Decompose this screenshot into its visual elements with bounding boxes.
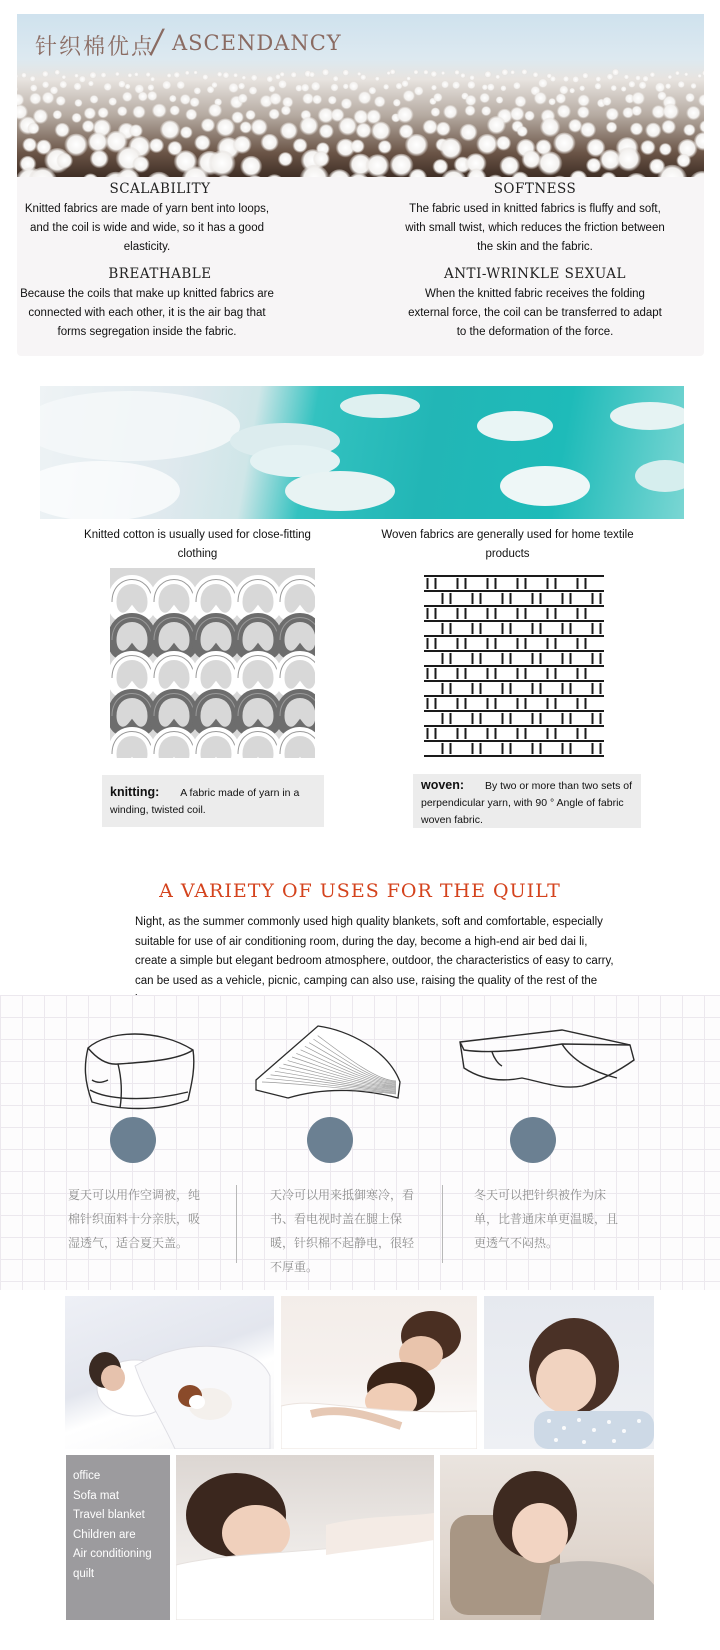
photo-woman-with-dog bbox=[65, 1296, 274, 1449]
winter-use-text: 冬天可以把针织被作为床单，比普通床单更温暖，且更透气不闷热。 bbox=[474, 1188, 619, 1250]
banner-title-slash: / bbox=[148, 22, 167, 60]
woven-definition-text: By two or more than two sets of perpendicular yarn, with 90 ° Angle of fabric woven fabric. bbox=[421, 780, 633, 826]
knitting-definition bbox=[102, 775, 324, 827]
photo-woman-on-sofa bbox=[440, 1455, 654, 1620]
scenario-children: Children are bbox=[73, 1528, 136, 1541]
scenario-quilt: quilt bbox=[73, 1567, 95, 1580]
summer-dot bbox=[110, 1117, 156, 1163]
photo-woman-on-pillow bbox=[484, 1296, 654, 1449]
banner-title-cn: 针织棉优点 bbox=[35, 35, 156, 60]
bed-sheet-icon bbox=[452, 1020, 642, 1115]
scenario-sofa-mat: Sofa mat bbox=[73, 1489, 120, 1502]
scenario-air-conditioning: Air conditioning bbox=[73, 1548, 152, 1560]
scenario-list-items bbox=[73, 1467, 152, 1584]
knit-fabric-image bbox=[40, 386, 684, 519]
feature-heading-breathable: BREATHABLE bbox=[108, 266, 212, 282]
scenario-office: office bbox=[73, 1470, 101, 1482]
feature-text-anti-wrinkle: When the knitted fabric receives the folding external force, the coil can be transferred to adapt to the deformation of the force. bbox=[408, 288, 662, 338]
knit-structure-diagram bbox=[110, 568, 315, 758]
knit-fabric-photo bbox=[40, 386, 684, 519]
scenario-travel-blanket: Travel blanket bbox=[73, 1509, 145, 1521]
feature-heading-softness: SOFTNESS bbox=[493, 181, 577, 197]
photo-woman-sleeping-bed bbox=[176, 1455, 434, 1620]
feature-text-softness: The fabric used in knitted fabrics is fluffy and soft, with small twist, which reduces the friction between the skin and the fabric. bbox=[405, 203, 665, 253]
divider-1 bbox=[236, 1185, 237, 1263]
autumn-dot bbox=[307, 1117, 353, 1163]
woven-definition bbox=[413, 774, 641, 828]
knitting-definition-text: A fabric made of yarn in a winding, twisted coil. bbox=[110, 787, 300, 816]
striped-blanket-icon bbox=[248, 1020, 408, 1115]
summer-use-text: 夏天可以用作空调被，纯棉针织面料十分亲肤，吸湿透气，适合夏天盖。 bbox=[68, 1188, 201, 1250]
winter-dot bbox=[510, 1117, 556, 1163]
feature-heading-anti-wrinkle: ANTI-WRINKLE SEXUAL bbox=[444, 266, 626, 282]
uses-title: A VARIETY OF USES FOR THE QUILT bbox=[159, 880, 561, 902]
uses-description: Night, as the summer commonly used high quality blankets, soft and comfortable, especially suitable for use of air conditioning room, during the day, become a high-end air bed dai li, create a simple but elegant bedroom atmosphere, outdoor, the characteristics of easy to carry, can be used as a vehicle, picnic, camping can also use, raising the quality of the rest of the bbox=[135, 916, 614, 987]
feature-text-scalability: Knitted fabrics are made of yarn bent into loops, and the coil is wide and wide, so it has a good elasticity. bbox=[24, 203, 270, 253]
autumn-use-text: 天冷可以用来抵御寒冷，看书、看电视时盖在腿上保暖，针织棉不起静电，很轻不厚重。 bbox=[270, 1188, 415, 1274]
woven-structure-diagram bbox=[416, 568, 616, 758]
feature-heading-scalability: SCALABILITY bbox=[109, 181, 211, 197]
woven-caption: Woven fabrics are generally used for home textile products bbox=[381, 529, 634, 560]
folded-quilt-icon bbox=[78, 1020, 203, 1120]
scenario-list bbox=[66, 1455, 170, 1620]
divider-2 bbox=[442, 1185, 443, 1263]
banner-title-en: ASCENDANCY bbox=[172, 31, 342, 55]
cotton-field-banner bbox=[17, 14, 704, 177]
knit-caption: Knitted cotton is usually used for close-fitting clothing bbox=[84, 529, 311, 560]
feature-text-breathable: Because the coils that make up knitted fabrics are connected with each other, it is the air bag that forms segregation inside the fabric. bbox=[20, 288, 274, 338]
photo-sleeping-couple bbox=[281, 1296, 477, 1449]
woven-term: woven: bbox=[421, 778, 465, 792]
knitting-term: knitting: bbox=[110, 785, 160, 799]
